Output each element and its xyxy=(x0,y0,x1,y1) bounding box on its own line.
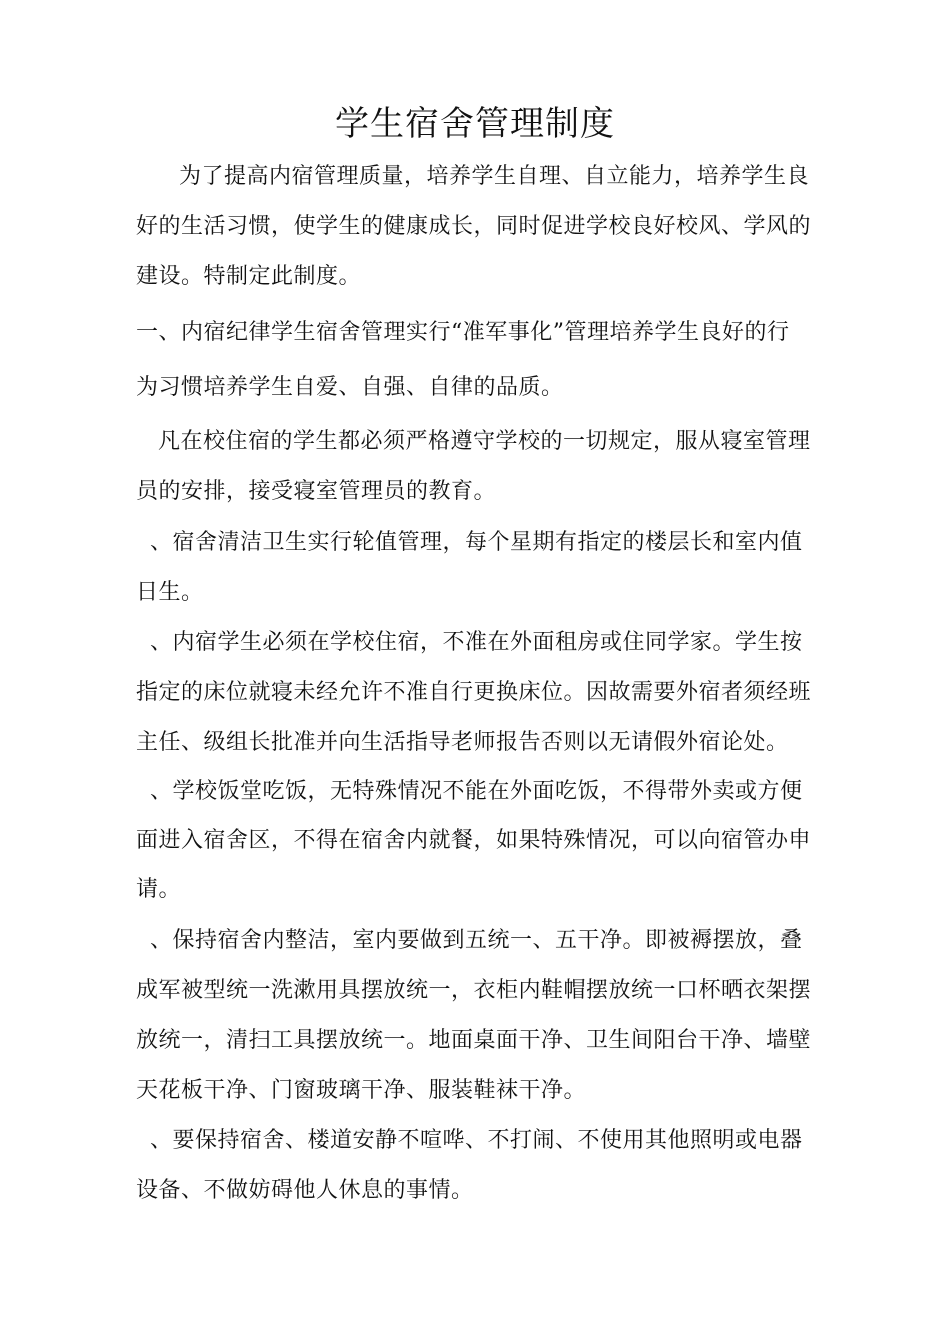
body-line: 日生。 xyxy=(136,580,204,605)
body-line: 建设。特制定此制度。 xyxy=(136,264,362,289)
body-line: 凡在校住宿的学生都必须严格遵守学校的一切规定，服从寝室管理 xyxy=(158,429,811,454)
body-line: 为习惯培养学生自爱、自强、自律的品质。 xyxy=(136,375,564,400)
body-line: 设备、不做妨碍他人休息的事情。 xyxy=(136,1178,474,1203)
section-heading: 一、内宿纪律学生宿舍管理实行“准军事化”管理培养学生良好的行 xyxy=(136,320,790,345)
body-line: 为了提高内宿管理质量，培养学生自理、自立能力，培养学生良 xyxy=(179,164,810,189)
rule-item: 、内宿学生必须在学校住宿，不准在外面租房或住同学家。学生按 xyxy=(150,630,803,655)
body-line: 面进入宿舍区，不得在宿舍内就餐，如果特殊情况，可以向宿管办申 xyxy=(136,828,812,853)
rule-item: 、学校饭堂吃饭，无特殊情况不能在外面吃饭，不得带外卖或方便 xyxy=(150,779,803,804)
body-line: 员的安排，接受寝室管理员的教育。 xyxy=(136,479,497,504)
body-line: 好的生活习惯，使学生的健康成长，同时促进学校良好校风、学风的 xyxy=(136,214,812,239)
rule-item: 、宿舍清洁卫生实行轮值管理，每个星期有指定的楼层长和室内值 xyxy=(150,530,803,555)
body-line: 天花板干净、门窗玻璃干净、服装鞋袜干净。 xyxy=(136,1078,587,1103)
document-title: 学生宿舍管理制度 xyxy=(335,104,615,144)
body-line: 放统一，清扫工具摆放统一。地面桌面干净、卫生间阳台干净、墙壁 xyxy=(136,1028,812,1053)
body-line: 请。 xyxy=(136,877,182,902)
rule-item: 、保持宿舍内整洁，室内要做到五统一、五干净。即被褥摆放，叠 xyxy=(150,928,803,953)
body-line: 成军被型统一洗漱用具摆放统一，衣柜内鞋帽摆放统一口杯晒衣架摆 xyxy=(136,978,812,1003)
rule-item: 、要保持宿舍、楼道安静不喧哗、不打闹、不使用其他照明或电器 xyxy=(150,1128,803,1153)
body-line: 指定的床位就寝未经允许不准自行更换床位。因故需要外宿者须经班 xyxy=(136,680,812,705)
body-line: 主任、级组长批准并向生活指导老师报告否则以无请假外宿论处。 xyxy=(136,730,789,755)
